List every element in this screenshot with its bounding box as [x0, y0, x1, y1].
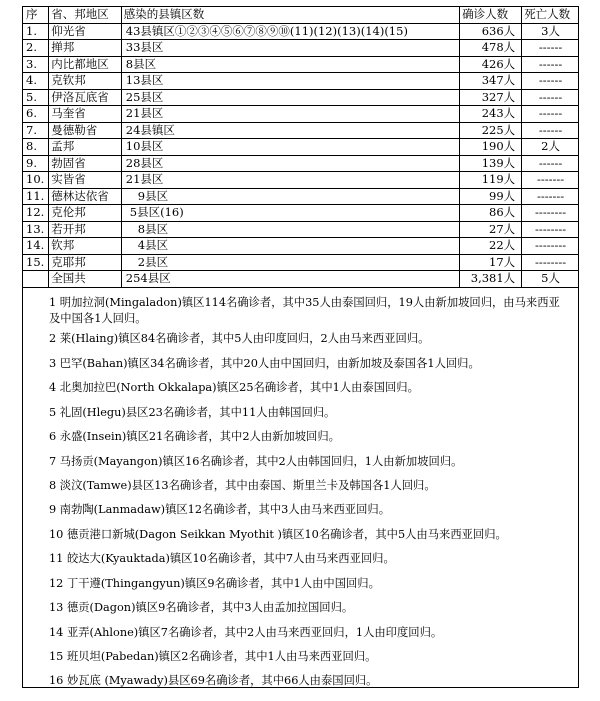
- table-body: [23, 23, 579, 287]
- row-confirmed: 17人: [460, 254, 522, 271]
- row-state: 若开邦: [49, 221, 122, 238]
- row-confirmed: 99人: [460, 188, 522, 205]
- row-townships: 25县区: [121, 89, 459, 106]
- row-townships: 21县区: [121, 106, 459, 123]
- row-no: 15.: [23, 254, 49, 271]
- footnote-2: 2 莱(Hlaing)镇区84名确诊者，其中5人由印度回归，2人由马来西亚回归。: [49, 332, 430, 345]
- row-deaths: ------: [522, 155, 579, 172]
- footnote-11: 11 皎达大(Kyauktada)镇区10名确诊者，其中7人由马来西亚回归。: [49, 552, 395, 565]
- row-deaths: ------: [522, 40, 579, 57]
- table-row: [23, 205, 579, 222]
- row-no: 12.: [23, 205, 49, 222]
- row-townships: 5县区(16): [121, 205, 459, 222]
- row-no: 13.: [23, 221, 49, 238]
- footnote-4: 4 北奥加拉巴(North Okkalapa)镇区25名确诊者，其中1人由泰国回归。: [49, 381, 419, 394]
- row-townships: 13县区: [121, 73, 459, 90]
- row-state: 孟邦: [49, 139, 122, 156]
- row-no: 1.: [23, 23, 49, 40]
- row-townships: 2县区: [121, 254, 459, 271]
- table-row: [23, 40, 579, 57]
- row-townships: 254县区: [121, 271, 459, 288]
- row-deaths: -------: [522, 172, 579, 189]
- row-deaths: --------: [522, 221, 579, 238]
- table-row: [23, 139, 579, 156]
- row-townships: 9县区: [121, 188, 459, 205]
- row-no: 2.: [23, 40, 49, 57]
- covid-summary-table: [23, 7, 579, 288]
- table-row: [23, 238, 579, 255]
- row-townships: 24县镇区: [121, 122, 459, 139]
- row-confirmed: 22人: [460, 238, 522, 255]
- footnote-5: 5 礼固(Hlegu)县区23名确诊者，其中11人由韩国回归。: [49, 406, 336, 419]
- row-deaths: ------: [522, 106, 579, 123]
- table-total-row: [23, 271, 579, 288]
- row-confirmed: 139人: [460, 155, 522, 172]
- row-confirmed: 190人: [460, 139, 522, 156]
- row-state: 实皆省: [49, 172, 122, 189]
- footnote-16: 16 妙瓦底 (Myawady)县区69名确诊者，其中66人由泰国回归。: [49, 674, 378, 687]
- row-deaths: ------: [522, 73, 579, 90]
- row-townships: 4县区: [121, 238, 459, 255]
- row-state: 克伦邦: [49, 205, 122, 222]
- row-townships: 8县区: [121, 221, 459, 238]
- row-state: 伊洛瓦底省: [49, 89, 122, 106]
- table-row: [23, 89, 579, 106]
- row-deaths: ------: [522, 89, 579, 106]
- table-row: [23, 221, 579, 238]
- row-no: [23, 271, 49, 288]
- row-no: 4.: [23, 73, 49, 90]
- row-state: 克钦邦: [49, 73, 122, 90]
- row-no: 11.: [23, 188, 49, 205]
- row-state: 掸邦: [49, 40, 122, 57]
- row-confirmed: 225人: [460, 122, 522, 139]
- row-no: 3.: [23, 56, 49, 73]
- table-row: [23, 73, 579, 90]
- row-no: 14.: [23, 238, 49, 255]
- row-confirmed: 27人: [460, 221, 522, 238]
- row-townships: 28县区: [121, 155, 459, 172]
- row-state: 马奎省: [49, 106, 122, 123]
- row-townships: 33县区: [121, 40, 459, 57]
- header-state: 省、邦地区: [49, 7, 122, 23]
- row-no: 7.: [23, 122, 49, 139]
- footnote-1: 1 明加拉洞(Mingaladon)镇区114名确诊者，其中35人由泰国回归，19人由新加坡回归，由马来西亚及中国各1人回归。: [49, 296, 560, 325]
- row-townships: 10县区: [121, 139, 459, 156]
- footnote-6: 6 永盛(Insein)镇区21名确诊者，其中2人由新加坡回归。: [49, 430, 340, 443]
- row-townships: 21县区: [121, 172, 459, 189]
- row-confirmed: 3,381人: [460, 271, 522, 288]
- footnote-10: 10 德贡港口新城(Dagon Seikkan Myothit )镇区10名确诊者，其中5人由马来西亚回归。: [49, 528, 507, 541]
- row-townships: 8县区: [121, 56, 459, 73]
- footnote-15: 15 班贝坦(Pabedan)镇区2名确诊者，其中1人由马来西亚回归。: [49, 650, 377, 663]
- row-no: 5.: [23, 89, 49, 106]
- row-state: 全国共: [49, 271, 122, 288]
- row-state: 内比都地区: [49, 56, 122, 73]
- row-state: 克耶邦: [49, 254, 122, 271]
- row-confirmed: 86人: [460, 205, 522, 222]
- row-deaths: 2人: [522, 139, 579, 156]
- row-state: 仰光省: [49, 23, 122, 40]
- table-row: [23, 155, 579, 172]
- row-no: 6.: [23, 106, 49, 123]
- footnote-8: 8 淡汶(Tamwe)县区13名确诊者，其中由泰国、斯里兰卡及韩国各1人回归。: [49, 479, 436, 492]
- row-deaths: ------: [522, 56, 579, 73]
- row-confirmed: 478人: [460, 40, 522, 57]
- row-deaths: 3人: [522, 23, 579, 40]
- table-row: [23, 172, 579, 189]
- header-confirmed: 确诊人数: [460, 7, 522, 23]
- row-deaths: --------: [522, 238, 579, 255]
- row-no: 8.: [23, 139, 49, 156]
- table-row: [23, 254, 579, 271]
- header-townships: 感染的县镇区数: [121, 7, 459, 23]
- row-townships: 43县镇区①②③④⑤⑥⑦⑧⑨⑩(11)(12)(13)(14)(15): [121, 23, 459, 40]
- document-sheet: [22, 6, 579, 688]
- row-no: 9.: [23, 155, 49, 172]
- row-confirmed: 426人: [460, 56, 522, 73]
- row-state: 钦邦: [49, 238, 122, 255]
- header-no: 序: [23, 7, 49, 23]
- row-confirmed: 347人: [460, 73, 522, 90]
- row-state: 德林达依省: [49, 188, 122, 205]
- table-row: [23, 188, 579, 205]
- header-deaths: 死亡人数: [522, 7, 579, 23]
- row-deaths: -------: [522, 188, 579, 205]
- table-header-row: [23, 7, 579, 23]
- table-row: [23, 56, 579, 73]
- row-deaths: --------: [522, 205, 579, 222]
- footnote-12: 12 丁干遵(Thingangyun)镇区9名确诊者，其中1人由中国回归。: [49, 577, 380, 590]
- table-row: [23, 106, 579, 123]
- row-confirmed: 243人: [460, 106, 522, 123]
- footnote-3: 3 巴罕(Bahan)镇区34名确诊者，其中20人由中国回归，由新加坡及泰国各1人回归。: [49, 357, 480, 370]
- row-no: 10.: [23, 172, 49, 189]
- footnote-9: 9 南勃陶(Lanmadaw)镇区12名确诊者，其中3人由马来西亚回归。: [49, 503, 390, 516]
- row-confirmed: 636人: [460, 23, 522, 40]
- row-deaths: --------: [522, 254, 579, 271]
- row-confirmed: 327人: [460, 89, 522, 106]
- table-row: [23, 23, 579, 40]
- footnote-7: 7 马扬贡(Mayangon)镇区16名确诊者，其中2人由韩国回归，1人由新加坡回归。: [49, 455, 463, 468]
- footnote-13: 13 德贡(Dagon)镇区9名确诊者，其中3人由孟加拉国回归。: [49, 601, 354, 614]
- row-deaths: ------: [522, 122, 579, 139]
- footnote-14: 14 亚弄(Ahlone)镇区7名确诊者，其中2人由马来西亚回归，1人由印度回归。: [49, 626, 443, 639]
- table-row: [23, 122, 579, 139]
- row-confirmed: 119人: [460, 172, 522, 189]
- row-state: 勃固省: [49, 155, 122, 172]
- row-deaths: 5人: [522, 271, 579, 288]
- row-state: 曼德勒省: [49, 122, 122, 139]
